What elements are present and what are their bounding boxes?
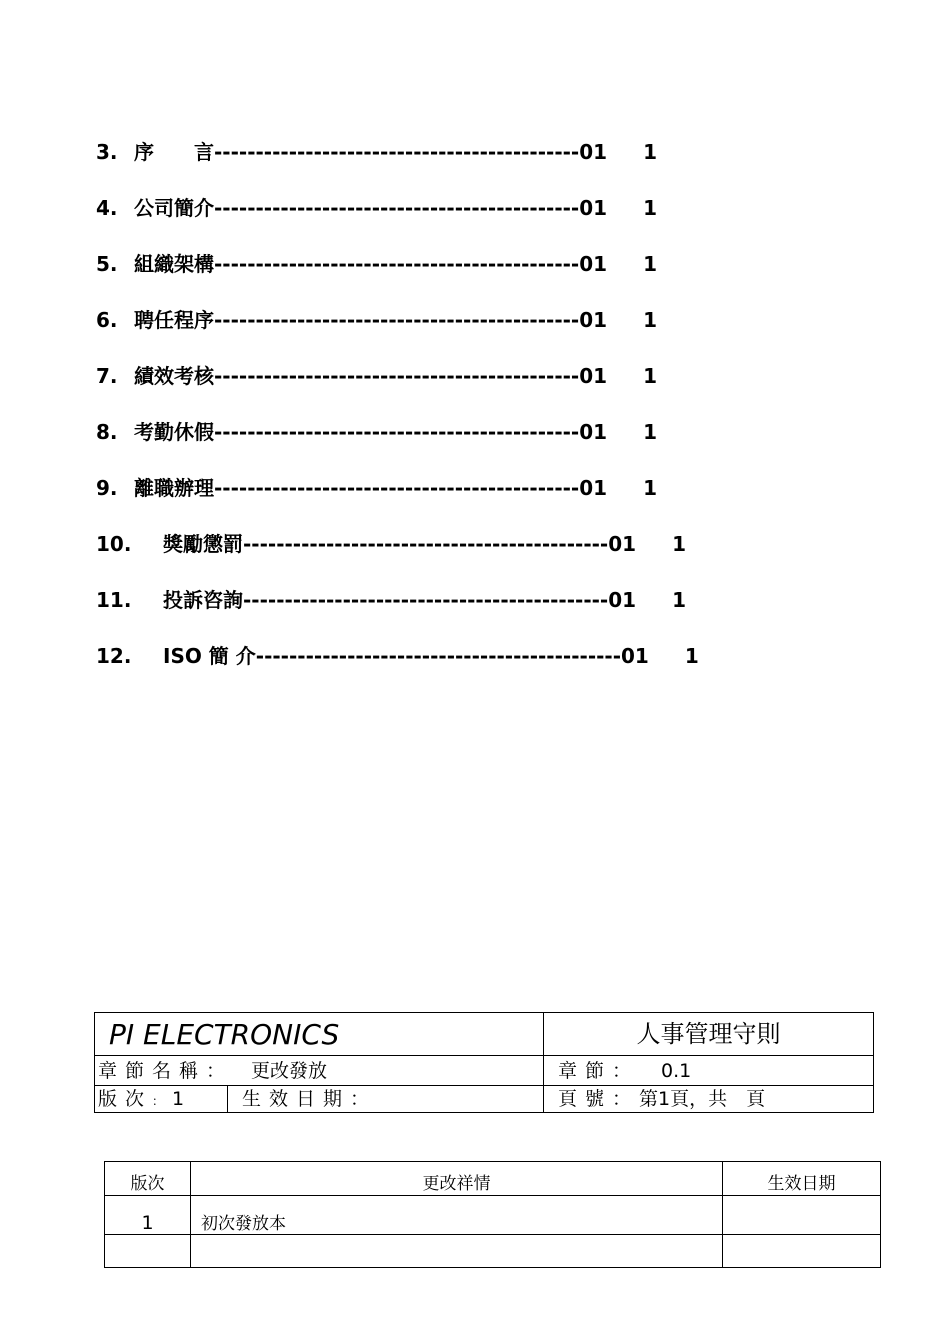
manual-title: 人事管理守則 <box>544 1013 873 1056</box>
table-cell-version: 1 <box>105 1196 191 1235</box>
toc-number: 3. <box>96 140 118 164</box>
version-label: 版次 <box>98 1088 153 1110</box>
revision-history-table <box>104 1161 881 1268</box>
toc-page: 1 <box>643 476 657 500</box>
version-colon: ： <box>152 1094 165 1108</box>
section-name-cell <box>95 1056 544 1086</box>
table-cell-details <box>191 1235 723 1268</box>
toc-entry[interactable] <box>96 248 657 280</box>
toc-entry[interactable] <box>96 528 686 560</box>
toc-number: 7. <box>96 364 118 388</box>
toc-title: 公司簡介 <box>134 196 214 220</box>
toc-title: 獎勵懲罰 <box>163 532 243 556</box>
effective-date-label: 生效日期： <box>242 1088 378 1110</box>
toc-title: 聘任程序 <box>134 308 214 332</box>
toc-leader: -------------------------------------------- <box>214 420 580 444</box>
toc-entry[interactable] <box>96 584 686 616</box>
toc-leader: -------------------------------------------- <box>243 532 609 556</box>
toc-chapter: 01 <box>579 420 608 444</box>
toc-number: 8. <box>96 420 118 444</box>
company-name: PI ELECTRONICS <box>95 1013 544 1056</box>
toc-leader: -------------------------------------------- <box>214 196 580 220</box>
toc-entry[interactable] <box>96 192 657 224</box>
section-label: 章節： <box>558 1060 640 1082</box>
page-number-cell <box>544 1086 873 1113</box>
toc-chapter: 01 <box>621 644 649 668</box>
toc-chapter: 01 <box>608 588 637 612</box>
toc-number: 10. <box>96 532 132 556</box>
page-prefix: 第 <box>639 1088 659 1110</box>
toc-number: 12. <box>96 644 132 668</box>
toc-title: 離職辦理 <box>134 476 214 500</box>
toc-chapter: 01 <box>579 308 608 332</box>
toc-title: 投訴咨詢 <box>163 588 243 612</box>
toc-page: 1 <box>643 196 657 220</box>
toc-page: 1 <box>684 644 699 668</box>
toc-title: 序 言 <box>134 140 214 164</box>
page-number-value: 1 <box>658 1088 671 1110</box>
table-cell-version <box>105 1235 191 1268</box>
toc-leader: -------------------------------------------- <box>214 308 580 332</box>
toc-chapter: 01 <box>608 532 637 556</box>
section-cell <box>544 1056 873 1086</box>
version-cell <box>95 1086 228 1113</box>
toc-entry[interactable] <box>96 640 699 672</box>
version-value: 1 <box>172 1088 185 1110</box>
effective-date-cell <box>228 1086 544 1113</box>
toc-page: 1 <box>672 532 686 556</box>
toc-title: 考勤休假 <box>134 420 214 444</box>
toc-page: 1 <box>643 140 657 164</box>
toc-chapter: 01 <box>579 476 608 500</box>
toc-number: 4. <box>96 196 118 220</box>
table-header-version: 版次 <box>105 1162 191 1196</box>
toc-entry[interactable] <box>96 304 657 336</box>
toc-leader: -------------------------------------------- <box>255 644 622 668</box>
document-header-table <box>94 1012 874 1113</box>
toc-leader: -------------------------------------------- <box>214 364 580 388</box>
toc-leader: -------------------------------------------- <box>214 476 580 500</box>
toc-entry[interactable] <box>96 360 657 392</box>
table-header-effective-date: 生效日期 <box>723 1162 880 1196</box>
table-cell-effective-date <box>723 1196 880 1235</box>
toc-entry[interactable] <box>96 416 657 448</box>
toc-number: 6. <box>96 308 118 332</box>
toc-page: 1 <box>643 252 657 276</box>
toc-title: ISO 簡 介 <box>163 644 256 668</box>
toc-entry[interactable] <box>96 472 657 504</box>
toc-page: 1 <box>643 364 657 388</box>
toc-chapter: 01 <box>579 196 608 220</box>
toc-chapter: 01 <box>579 364 608 388</box>
toc-leader: -------------------------------------------- <box>214 252 580 276</box>
toc-page: 1 <box>643 420 657 444</box>
table-cell-details: 初次發放本 <box>191 1196 723 1235</box>
toc-page: 1 <box>672 588 686 612</box>
section-name-label: 章節名稱： <box>98 1060 234 1082</box>
page-number-label: 頁號： <box>558 1088 640 1110</box>
section-name-value: 更改發放 <box>251 1060 328 1082</box>
toc-number: 9. <box>96 476 118 500</box>
toc-number: 11. <box>96 588 132 612</box>
table-header-details: 更改祥情 <box>191 1162 723 1196</box>
toc-entry[interactable] <box>96 136 657 168</box>
page-suffix: 頁，共 頁 <box>670 1088 766 1110</box>
toc-number: 5. <box>96 252 118 276</box>
toc-title: 組織架構 <box>134 252 214 276</box>
toc-title: 績效考核 <box>134 364 214 388</box>
section-value: 0.1 <box>661 1060 692 1082</box>
toc-leader: -------------------------------------------- <box>243 588 609 612</box>
toc-leader: -------------------------------------------- <box>214 140 580 164</box>
toc-chapter: 01 <box>579 252 608 276</box>
toc-page: 1 <box>643 308 657 332</box>
toc-chapter: 01 <box>579 140 608 164</box>
table-cell-effective-date <box>723 1235 880 1268</box>
